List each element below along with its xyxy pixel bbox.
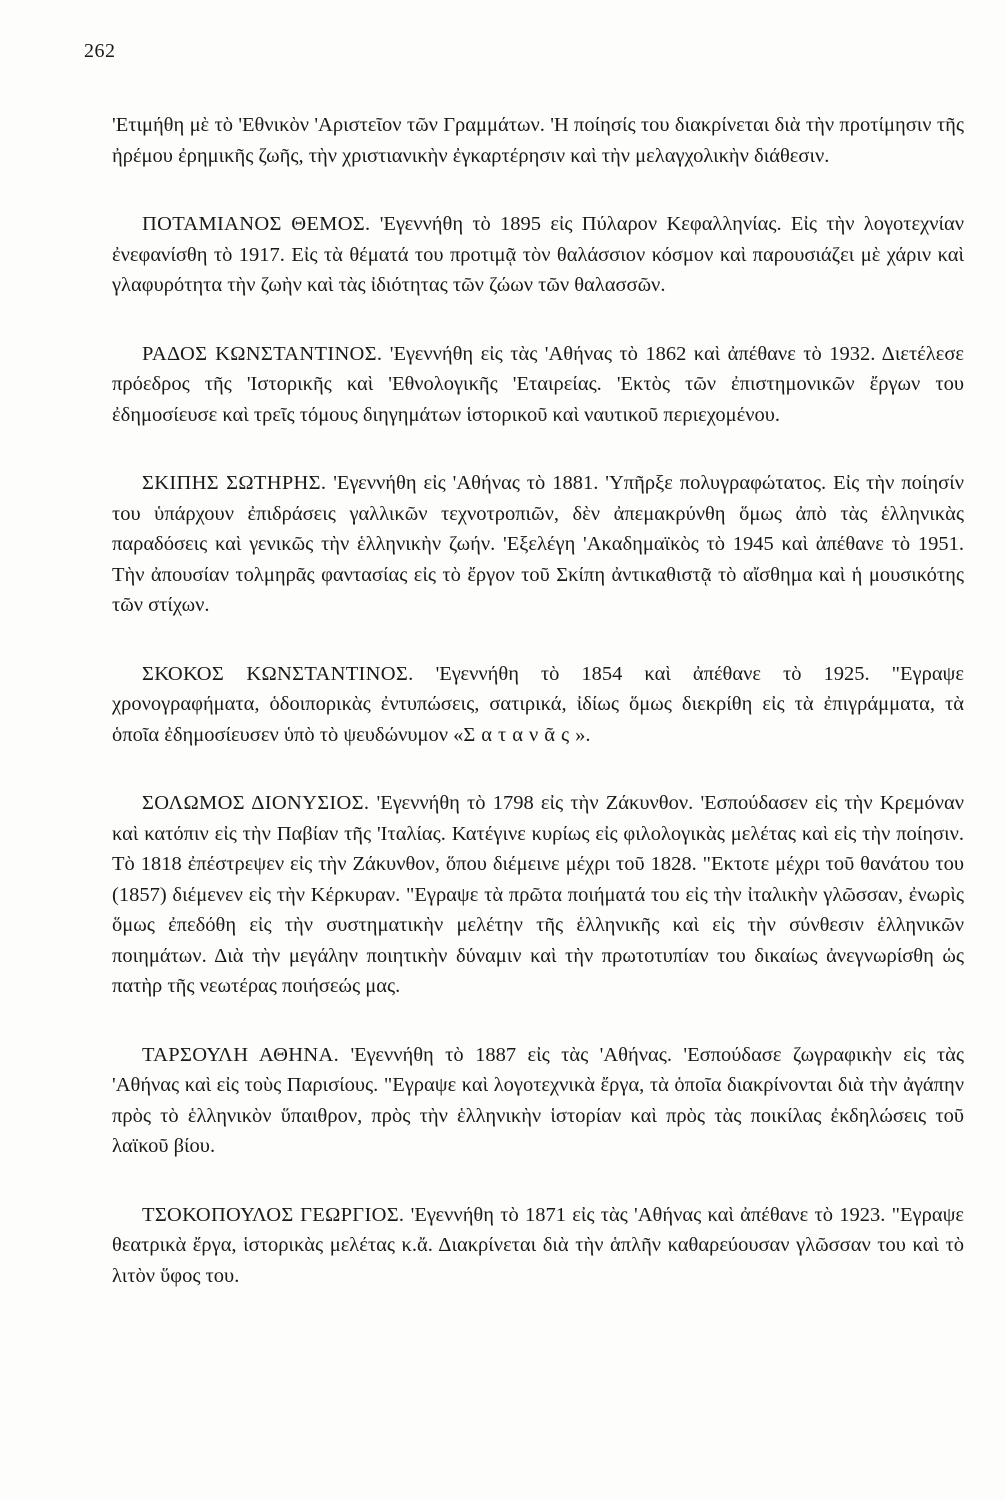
entry-tarsouli	[112, 1040, 964, 1162]
entry-text: 'Εγεννήθη τὸ 1798 εἰς τὴν Ζάκυνθον. 'Εσπούδασεν εἰς τὴν Κρεμόναν καὶ κατόπιν εἰς τὴν Παβίαν τῆς 'Ιταλίας. Κατέγινε κυρίως εἰς φιλολογικὰς μελέτας καὶ εἰς τὴν ποίησιν. Τὸ 1818 ἐπέστρεψεν εἰς τὴν Ζάκυνθον, ὅπου διέμεινε μέχρι τοῦ 1828. "Εκτοτε μέχρι τοῦ θανάτου του (1857) διέμενεν εἰς τὴν Κέρκυραν. "Εγραψε τὰ πρῶτα ποιήματά του εἰς τὴν ἰταλικὴν γλῶσσαν, ἐνωρὶς ὅμως ἐπεδόθη εἰς τὴν συστηματικὴν μελέτην τῆς ἑλληνικῆς καὶ εἰς τὴν σύνθεσιν ἑλληνικῶν ποιημάτων. Διὰ τὴν μεγάλην ποιητικὴν δύναμιν καὶ τὴν πρωτοτυπίαν του δικαίως ἀνεγνωρίσθη ὡς πατὴρ τῆς νεωτέρας ποιήσεώς μας.	[112, 792, 964, 997]
entry-name: ΡΑΔΟΣ ΚΩΝΣΤΑΝΤΙΝΟΣ.	[142, 342, 383, 365]
entry-text: 'Εγεννήθη τὸ 1854 καὶ ἀπέθανε τὸ 1925. "Εγραψε χρονογραφήματα, ὁδοιπορικὰς ἐντυπώσεις, σατιρικά, ἰδίως ὅμως διεκρίθη εἰς τὰ ἐπιγράμματα, τὰ ὁποῖα ἐδημοσίευσεν ὑπὸ τὸ ψευδώνυμον «	[112, 662, 964, 746]
entry-tsokopoulos	[112, 1200, 964, 1292]
entry-solomos	[112, 788, 964, 1002]
entry-name: ΠΟΤΑΜΙΑΝΟΣ ΘΕΜΟΣ.	[142, 213, 371, 235]
entry-potamianos	[112, 209, 964, 301]
entry-continuation	[112, 110, 964, 171]
entry-text: 'Εγεννήθη τὸ 1895 εἰς Πύλαρον Κεφαλληνίας. Εἰς τὴν λογοτεχνίαν ἐνεφανίσθη τὸ 1917. Εἰς τὰ θέματά του προτιμᾷ τὸν θαλάσσιον κόσμον καὶ παρουσιάζει μὲ χάριν καὶ γλαφυρότητα τὴν ζωὴν καὶ τὰς ἰδιότητας τῶν ζώων τῶν θαλασσῶν.	[112, 213, 964, 296]
entry-skokos	[112, 659, 964, 751]
entry-text: 'Εγεννήθη εἰς 'Αθήνας τὸ 1881. 'Υπῆρξε πολυγραφώτατος. Εἰς τὴν ποίησίν του ὑπάρχουν ἐπιδράσεις γαλλικῶν τεχνοτροπιῶν, δὲν ἀπεμακρύνθη ὅμως ἀπὸ τὰς ἑλληνικὰς παραδόσεις καὶ γενικῶς τὴν ἑλληνικὴν ζωήν. 'Εξελέγη 'Ακαδημαϊκὸς τὸ 1945 καὶ ἀπέθανε τὸ 1951. Τὴν ἀπουσίαν τολμηρᾶς φαντασίας εἰς τὸ ἔργον τοῦ Σκίπη ἀντικαθιστᾷ τὸ αἴσθημα καὶ ἡ μουσικότης τῶν στίχων.	[112, 472, 964, 616]
entry-name: ΤΑΡΣΟΥΛΗ ΑΘΗΝΑ.	[142, 1043, 340, 1066]
entry-name: ΣΟΛΩΜΟΣ ΔΙΟΝΥΣΙΟΣ.	[142, 792, 370, 814]
entry-rados	[112, 339, 964, 431]
entry-name: ΤΣΟΚΟΠΟΥΛΟΣ ΓΕΩΡΓΙΟΣ.	[142, 1203, 405, 1226]
entry-name: ΣΚΟΚΟΣ ΚΩΝΣΤΑΝΤΙΝΟΣ.	[142, 662, 414, 685]
entry-text: 'Εγεννήθη τὸ 1871 εἰς τὰς 'Αθήνας καὶ ἀπέθανε τὸ 1923. "Εγραψε θεατρικὰ ἔργα, ἱστορικὰς μελέτας κ.ἄ. Διακρίνεται διὰ τὴν ἁπλῆν καθαρεύουσαν γλῶσσαν του καὶ τὸ λιτὸν ὕφος του.	[112, 1203, 965, 1287]
entry-text: 'Εγεννήθη τὸ 1887 εἰς τὰς 'Αθήνας. 'Εσπούδασε ζωγραφικὴν εἰς τὰς 'Αθήνας καὶ εἰς τοὺς Παρισίους. "Εγραψε καὶ λογοτεχνικὰ ἔργα, τὰ ὁποῖα διακρίνονται διὰ τὴν ἀγάπην πρὸς τὸ ἑλληνικὸν ὕπαιθρον, πρὸς τὴν ἑλληνικὴν ἱστορίαν καὶ πρὸς τὰς ποικίλας ἐκδηλώσεις τοῦ λαϊκοῦ βίου.	[112, 1043, 964, 1157]
entry-text-end: ».	[575, 723, 591, 746]
entry-text: 'Εγεννήθη εἰς τὰς 'Αθήνας τὸ 1862 καὶ ἀπέθανε τὸ 1932. Διετέλεσε πρόεδρος τῆς 'Ιστορικῆς καὶ 'Εθνολογικῆς 'Εταιρείας. 'Εκτὸς τῶν ἐπιστημονικῶν ἔργων του ἐδημοσίευσε καὶ τρεῖς τόμους διηγημάτων ἱστορικοῦ καὶ ναυτικοῦ περιεχομένου.	[112, 342, 964, 426]
page-body	[112, 110, 964, 1329]
pseudonym: Σατανᾶς	[463, 723, 576, 746]
page-number: 262	[84, 40, 116, 62]
entry-text: 'Ετιμήθη μὲ τὸ 'Εθνικὸν 'Αριστεῖον τῶν Γραμμάτων. 'Η ποίησίς του διακρίνεται διὰ τὴν προτίμησιν τῆς ἠρέμου ἐρημικῆς ζωῆς, τὴν χριστιανικὴν ἐγκαρτέρησιν καὶ τὴν μελαγχολικὴν διάθεσιν.	[112, 114, 964, 167]
entry-skipis	[112, 468, 964, 621]
entry-name: ΣΚΙΠΗΣ ΣΩΤΗΡΗΣ.	[142, 472, 327, 494]
